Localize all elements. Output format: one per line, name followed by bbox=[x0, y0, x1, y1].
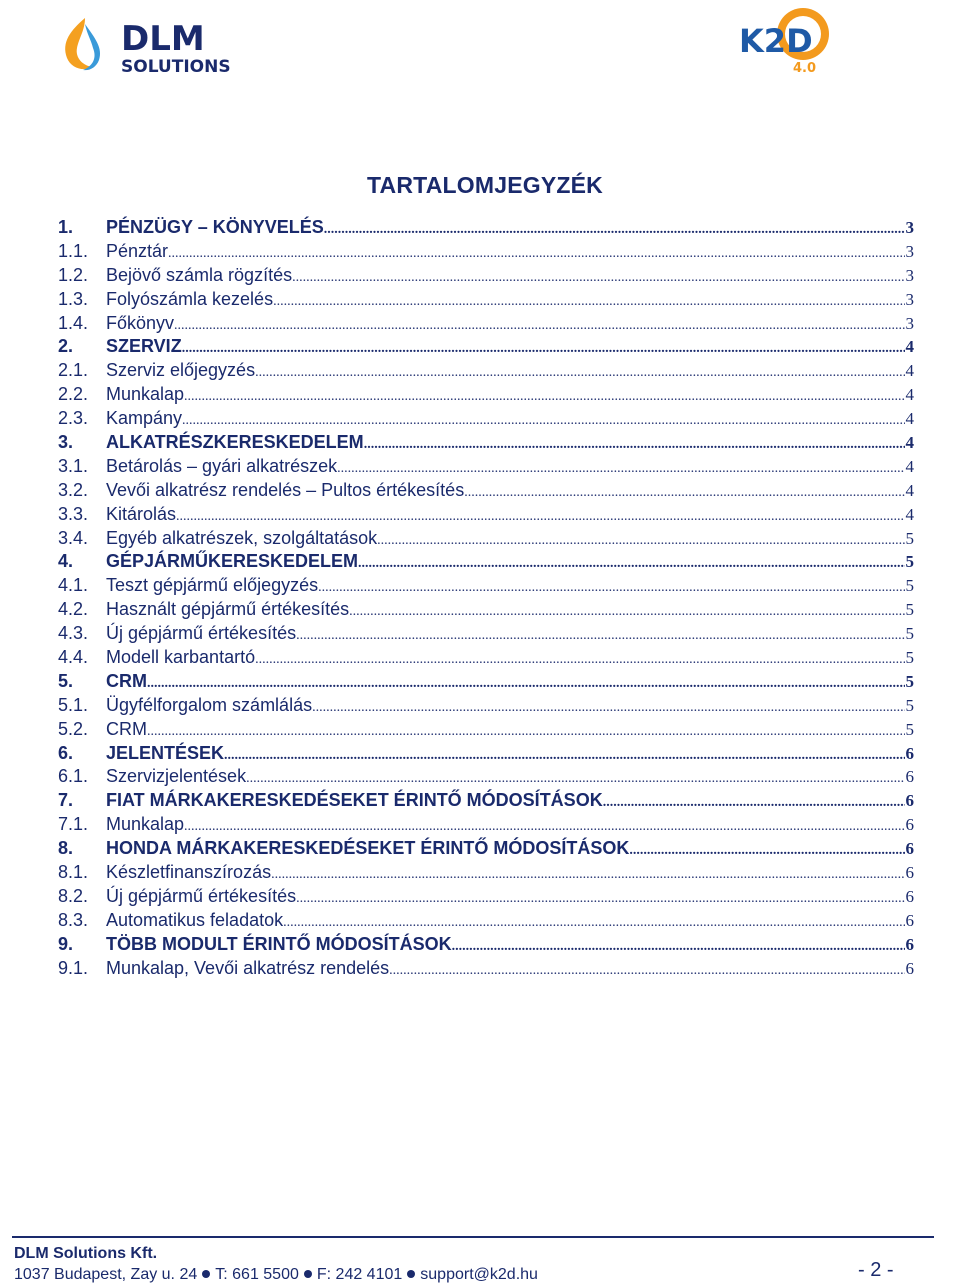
toc-entry-page: 5 bbox=[905, 624, 914, 644]
toc-entry-page: 5 bbox=[905, 695, 914, 715]
toc-entry-page: 4 bbox=[905, 337, 914, 357]
toc-entry[interactable] bbox=[58, 623, 914, 647]
toc-dot-leader bbox=[324, 222, 905, 238]
toc-entry-title: SZERVIZ bbox=[106, 336, 182, 357]
toc-dot-leader bbox=[255, 652, 904, 668]
toc-entry-number: 2.2. bbox=[58, 384, 89, 405]
toc-entry-number: 4.3. bbox=[58, 623, 89, 644]
toc-entry-title: Munkalap, Vevői alkatrész rendelés bbox=[106, 957, 390, 978]
toc-entry[interactable] bbox=[58, 790, 914, 814]
toc-entry[interactable] bbox=[58, 838, 914, 862]
toc-entry-number: 1.1. bbox=[58, 240, 89, 261]
toc-dot-leader bbox=[318, 580, 904, 596]
toc-entry[interactable] bbox=[58, 886, 914, 910]
toc-entry-title: Szervizjelentések bbox=[106, 766, 247, 787]
toc-entry-title: Egyéb alkatrészek, szolgáltatások bbox=[106, 527, 378, 548]
toc-entry-title: Szerviz előjegyzés bbox=[106, 360, 256, 381]
toc-entry-page: 4 bbox=[905, 456, 914, 476]
toc-entry[interactable] bbox=[58, 862, 914, 886]
toc-entry-title: Vevői alkatrész rendelés – Pultos értékesítés bbox=[106, 479, 465, 500]
toc-entry-title: Kitárolás bbox=[106, 503, 177, 524]
toc-dot-leader bbox=[246, 771, 904, 787]
toc-entry-number: 2.1. bbox=[58, 360, 89, 381]
footer-email[interactable]: support@k2d.hu bbox=[420, 1266, 538, 1283]
table-of-contents bbox=[58, 217, 914, 982]
toc-entry-page: 6 bbox=[905, 958, 914, 978]
toc-entry-title: Modell karbantartó bbox=[106, 647, 256, 668]
toc-entry-title: Munkalap bbox=[106, 814, 185, 835]
toc-entry-page: 5 bbox=[905, 552, 914, 572]
toc-dot-leader bbox=[364, 437, 905, 453]
toc-entry-page: 5 bbox=[905, 528, 914, 548]
toc-entry-title: Automatikus feladatok bbox=[106, 909, 284, 930]
toc-entry-title: ALKATRÉSZKERESKEDELEM bbox=[106, 432, 364, 453]
toc-dot-leader bbox=[168, 246, 904, 262]
toc-entry-number: 1.2. bbox=[58, 264, 89, 285]
toc-entry-page: 4 bbox=[905, 504, 914, 524]
toc-entry-page: 6 bbox=[905, 886, 914, 906]
toc-dot-leader bbox=[389, 963, 904, 979]
toc-entry-title: HONDA MÁRKAKERESKEDÉSEKET ÉRINTŐ MÓDOSÍTÁSOK bbox=[106, 838, 630, 859]
toc-entry-title: CRM bbox=[106, 670, 147, 691]
toc-entry[interactable] bbox=[58, 528, 914, 552]
toc-dot-leader bbox=[292, 270, 904, 286]
toc-entry-page: 4 bbox=[905, 409, 914, 429]
toc-entry[interactable] bbox=[58, 504, 914, 528]
toc-entry-number: 5. bbox=[58, 670, 74, 691]
footer-contact bbox=[14, 1266, 538, 1284]
dlm-solutions-logo bbox=[55, 12, 295, 78]
toc-entry[interactable] bbox=[58, 360, 914, 384]
toc-entry-page: 3 bbox=[905, 241, 914, 261]
toc-entry-number: 4.1. bbox=[58, 575, 89, 596]
toc-entry[interactable] bbox=[58, 934, 914, 958]
toc-entry-title: Ügyfélforgalom számlálás bbox=[106, 694, 313, 715]
svg-text:K2D: K2D bbox=[739, 22, 813, 60]
footer-divider bbox=[12, 1236, 934, 1238]
toc-entry-number: 1. bbox=[58, 217, 74, 237]
toc-entry[interactable] bbox=[58, 289, 914, 313]
toc-entry-number: 3.2. bbox=[58, 479, 89, 500]
toc-entry-title: GÉPJÁRMŰKERESKEDELEM bbox=[106, 551, 359, 572]
toc-entry-number: 7.1. bbox=[58, 814, 89, 835]
toc-entry[interactable] bbox=[58, 313, 914, 337]
toc-entry-title: Új gépjármű értékesítés bbox=[106, 885, 297, 906]
toc-entry-title: Bejövő számla rögzítés bbox=[106, 264, 293, 285]
toc-entry[interactable] bbox=[58, 217, 914, 241]
toc-entry-page: 4 bbox=[905, 480, 914, 500]
toc-entry-number: 8.2. bbox=[58, 885, 89, 906]
toc-entry-number: 3. bbox=[58, 432, 74, 453]
svg-text:SOLUTIONS: SOLUTIONS bbox=[121, 57, 231, 77]
toc-entry-number: 8.1. bbox=[58, 862, 89, 883]
toc-entry-title: Teszt gépjármű előjegyzés bbox=[106, 575, 319, 596]
toc-entry-title: FIAT MÁRKAKERESKEDÉSEKET ÉRINTŐ MÓDOSÍTÁSOK bbox=[106, 790, 603, 811]
toc-entry-page: 6 bbox=[905, 767, 914, 787]
toc-entry-number: 6.1. bbox=[58, 766, 89, 787]
toc-dot-leader bbox=[147, 724, 905, 740]
bullet-icon bbox=[407, 1270, 415, 1278]
toc-entry[interactable] bbox=[58, 695, 914, 719]
toc-entry[interactable] bbox=[58, 719, 914, 743]
toc-dot-leader bbox=[377, 533, 904, 549]
toc-entry[interactable] bbox=[58, 743, 914, 767]
toc-entry-page: 5 bbox=[905, 648, 914, 668]
toc-entry[interactable] bbox=[58, 551, 914, 575]
toc-entry-title: JELENTÉSEK bbox=[106, 742, 225, 763]
toc-dot-leader bbox=[174, 318, 904, 334]
toc-dot-leader bbox=[224, 748, 904, 764]
toc-entry-title: Főkönyv bbox=[106, 312, 175, 333]
toc-entry[interactable] bbox=[58, 408, 914, 432]
toc-entry[interactable] bbox=[58, 766, 914, 790]
toc-entry-page: 6 bbox=[905, 743, 914, 763]
toc-entry[interactable] bbox=[58, 671, 914, 695]
toc-entry-number: 2.3. bbox=[58, 408, 89, 429]
toc-entry-page: 6 bbox=[905, 910, 914, 930]
toc-dot-leader bbox=[271, 867, 904, 883]
toc-entry-title: CRM bbox=[106, 718, 147, 739]
toc-dot-leader bbox=[147, 676, 905, 692]
toc-entry-title: Készletfinanszírozás bbox=[106, 862, 272, 883]
toc-entry-number: 1.3. bbox=[58, 288, 89, 309]
toc-entry[interactable] bbox=[58, 265, 914, 289]
toc-entry-number: 6. bbox=[58, 742, 74, 763]
toc-entry-page: 3 bbox=[905, 289, 914, 309]
toc-dot-leader bbox=[184, 819, 904, 835]
toc-dot-leader bbox=[296, 891, 904, 907]
toc-dot-leader bbox=[176, 509, 904, 525]
toc-entry[interactable] bbox=[58, 384, 914, 408]
toc-entry-number: 9. bbox=[58, 933, 74, 954]
toc-entry-number: 3.3. bbox=[58, 503, 89, 524]
toc-dot-leader bbox=[464, 485, 904, 501]
toc-entry-number: 8.3. bbox=[58, 909, 89, 930]
toc-entry[interactable] bbox=[58, 336, 914, 360]
toc-entry[interactable] bbox=[58, 456, 914, 480]
toc-entry-number: 7. bbox=[58, 790, 74, 811]
toc-entry-number: 1.4. bbox=[58, 312, 89, 333]
toc-dot-leader bbox=[296, 628, 904, 644]
toc-dot-leader bbox=[273, 294, 904, 310]
bullet-icon bbox=[304, 1270, 312, 1278]
toc-entry-number: 5.2. bbox=[58, 718, 89, 739]
toc-dot-leader bbox=[283, 915, 904, 931]
toc-dot-leader bbox=[603, 795, 905, 811]
toc-dot-leader bbox=[182, 413, 904, 429]
toc-entry-page: 4 bbox=[905, 361, 914, 381]
toc-entry-title: Új gépjármű értékesítés bbox=[106, 623, 297, 644]
bullet-icon bbox=[202, 1270, 210, 1278]
k2d-logo bbox=[735, 4, 865, 76]
toc-entry[interactable] bbox=[58, 432, 914, 456]
toc-entry[interactable] bbox=[58, 480, 914, 504]
footer-fax: F: 242 4101 bbox=[316, 1266, 403, 1283]
toc-entry-number: 4.4. bbox=[58, 647, 89, 668]
toc-dot-leader bbox=[184, 389, 904, 405]
toc-entry-number: 8. bbox=[58, 838, 74, 859]
page-number: - 2 - bbox=[858, 1259, 894, 1281]
footer-company: DLM Solutions Kft. bbox=[14, 1245, 158, 1262]
toc-dot-leader bbox=[182, 341, 905, 357]
toc-entry-page: 6 bbox=[905, 934, 914, 954]
toc-entry[interactable] bbox=[58, 958, 914, 982]
toc-dot-leader bbox=[358, 556, 904, 572]
svg-text:4.0: 4.0 bbox=[793, 61, 817, 76]
toc-dot-leader bbox=[312, 700, 904, 716]
toc-dot-leader bbox=[629, 843, 904, 859]
toc-entry-page: 5 bbox=[905, 600, 914, 620]
toc-dot-leader bbox=[255, 365, 904, 381]
toc-entry-number: 5.1. bbox=[58, 694, 89, 715]
svg-text:DLM: DLM bbox=[121, 19, 205, 59]
toc-entry-number: 3.1. bbox=[58, 455, 89, 476]
toc-entry[interactable] bbox=[58, 910, 914, 934]
toc-entry-page: 5 bbox=[905, 719, 914, 739]
toc-entry-page: 6 bbox=[905, 839, 914, 859]
toc-entry-page: 6 bbox=[905, 791, 914, 811]
toc-entry-page: 6 bbox=[905, 863, 914, 883]
toc-entry-number: 3.4. bbox=[58, 527, 89, 548]
toc-entry[interactable] bbox=[58, 241, 914, 265]
toc-entry-title: Folyószámla kezelés bbox=[106, 288, 274, 309]
toc-entry-page: 4 bbox=[905, 433, 914, 453]
toc-entry-page: 6 bbox=[905, 815, 914, 835]
toc-entry-title: Használt gépjármű értékesítés bbox=[106, 599, 350, 620]
toc-entry[interactable] bbox=[58, 599, 914, 623]
toc-entry[interactable] bbox=[58, 575, 914, 599]
toc-entry-page: 3 bbox=[905, 218, 914, 237]
toc-entry-page: 5 bbox=[905, 576, 914, 596]
toc-entry[interactable] bbox=[58, 647, 914, 671]
toc-entry-page: 3 bbox=[905, 265, 914, 285]
toc-entry-title: TÖBB MODULT ÉRINTŐ MÓDOSÍTÁSOK bbox=[106, 933, 452, 954]
toc-dot-leader bbox=[452, 939, 905, 955]
toc-entry-title: Pénztár bbox=[106, 240, 169, 261]
toc-dot-leader bbox=[349, 604, 904, 620]
toc-dot-leader bbox=[337, 461, 904, 477]
toc-entry[interactable] bbox=[58, 814, 914, 838]
toc-entry-title: Betárolás – gyári alkatrészek bbox=[106, 455, 338, 476]
toc-entry-page: 5 bbox=[905, 671, 914, 691]
toc-entry-number: 4. bbox=[58, 551, 74, 572]
toc-entry-page: 3 bbox=[905, 313, 914, 333]
toc-entry-title: PÉNZÜGY – KÖNYVELÉS bbox=[106, 217, 324, 237]
page-title: TARTALOMJEGYZÉK bbox=[367, 172, 603, 198]
toc-entry-title: Kampány bbox=[106, 408, 183, 429]
footer-phone: T: 661 5500 bbox=[215, 1266, 299, 1283]
toc-entry-number: 4.2. bbox=[58, 599, 89, 620]
toc-entry-number: 2. bbox=[58, 336, 74, 357]
toc-entry-title: Munkalap bbox=[106, 384, 185, 405]
footer-address: 1037 Budapest, Zay u. 24 bbox=[14, 1266, 198, 1283]
toc-entry-number: 9.1. bbox=[58, 957, 89, 978]
toc-entry-page: 4 bbox=[905, 385, 914, 405]
